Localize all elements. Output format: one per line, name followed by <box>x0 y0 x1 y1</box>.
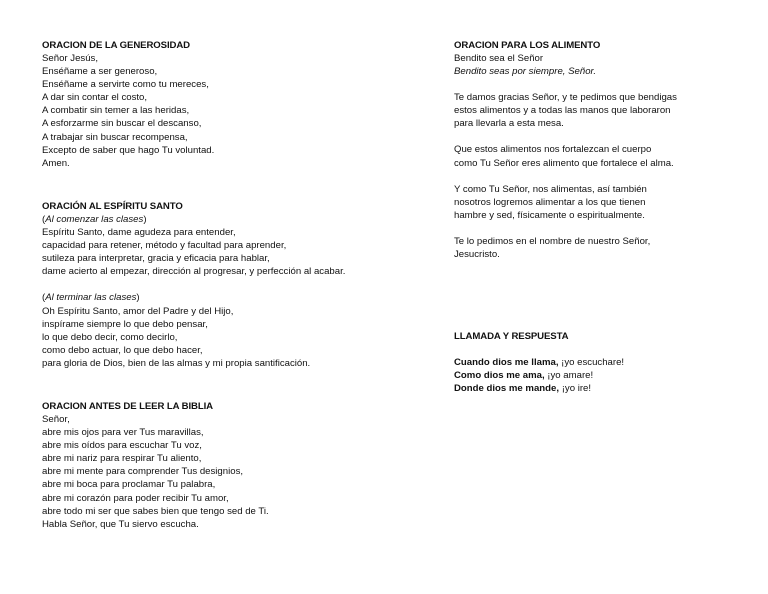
prayer-line: Excepto de saber que hago Tu voluntad. <box>42 144 215 156</box>
prayer-line: Amen. <box>42 157 70 169</box>
prayer-line: abre mis ojos para ver Tus maravillas, <box>42 427 204 439</box>
prayer-line: como Tu Señor eres alimento que fortalece el alma. <box>454 157 674 169</box>
prayer-line: abre mi nariz para respirar Tu aliento, <box>42 453 202 465</box>
prayer-line: Señor Jesús, <box>42 53 98 64</box>
call-response-row: Como dios me ama, ¡yo amare! <box>454 370 594 382</box>
prayer-espiritu-santo <box>42 200 345 370</box>
prayer-line: Enséñame a servirte como tu mereces, <box>42 79 209 91</box>
prayer-line: A esforzarme sin buscar el descanso, <box>42 118 202 130</box>
section-title: ORACION PARA LOS ALIMENTO <box>454 40 601 51</box>
prayer-line: hambre y sed, físicamente o espiritualmente. <box>454 209 645 221</box>
prayer-line: Oh Espíritu Santo, amor del Padre y del Hijo, <box>42 305 234 317</box>
prayer-line: Y como Tu Señor, nos alimentas, así también <box>454 183 647 195</box>
prayer-line: abre mi mente para comprender Tus designios, <box>42 466 244 478</box>
prayer-line: Bendito sea el Señor <box>454 53 544 64</box>
prayer-biblia <box>42 400 269 531</box>
prayer-line: inspírame siempre lo que debo pensar, <box>42 318 208 330</box>
prayer-line: Espíritu Santo, dame agudeza para entender, <box>42 227 236 239</box>
prayer-line: Que estos alimentos nos fortalezcan el cuerpo <box>454 144 652 156</box>
prayer-line: Señor, <box>42 414 70 425</box>
prayer-line: como debo actuar, lo que debo hacer, <box>42 344 203 356</box>
section-title: ORACION ANTES DE LEER LA BIBLIA <box>42 401 214 412</box>
prayer-line: nosotros logremos alimentar a los que tienen <box>454 196 646 208</box>
prayer-intro: (Al comenzar las clases) <box>42 214 147 225</box>
call-response-row: Cuando dios me llama, ¡yo escuchare! <box>454 357 625 368</box>
prayer-line: para gloria de Dios, bien de las almas y mi propia santificación. <box>42 357 311 369</box>
prayer-line: estos alimentos y a todas las manos que laboraron <box>454 105 671 117</box>
section-title: ORACION DE LA GENEROSIDAD <box>42 40 190 51</box>
prayer-line: A combatir sin temer a las heridas, <box>42 105 190 117</box>
prayer-line: abre todo mi ser que sabes bien que tengo sed de Ti. <box>42 505 269 517</box>
call-response-row: Donde dios me mande, ¡yo ire! <box>454 383 592 395</box>
prayer-response: Bendito seas por siempre, Señor. <box>454 66 597 78</box>
prayer-line: Enséñame a ser generoso, <box>42 66 158 78</box>
prayer-line: abre mi boca para proclamar Tu palabra, <box>42 479 216 491</box>
section-title: ORACIÓN AL ESPÍRITU SANTO <box>42 201 183 212</box>
prayer-line: Te lo pedimos en el nombre de nuestro Señor, <box>454 235 651 247</box>
prayer-outro: (Al terminar las clases) <box>42 292 140 304</box>
prayer-line: Jesucristo. <box>454 249 500 261</box>
prayer-line: dame acierto al empezar, dirección al progresar, y perfección al acabar. <box>42 266 346 278</box>
prayer-line: Habla Señor, que Tu siervo escucha. <box>42 518 199 530</box>
prayer-line: abre mi corazón para poder recibir Tu amor, <box>42 492 229 504</box>
prayer-line: capacidad para retener, método y facultad para aprender, <box>42 240 287 252</box>
prayer-line: A dar sin contar el costo, <box>42 92 148 104</box>
prayer-line: para llevarla a esta mesa. <box>454 118 564 130</box>
llamada-respuesta <box>454 330 624 395</box>
prayer-line: Te damos gracias Señor, y te pedimos que bendigas <box>454 92 677 104</box>
prayer-line: abre mis oídos para escuchar Tu voz, <box>42 440 202 452</box>
prayer-alimentos <box>454 39 677 261</box>
prayer-line: lo que debo decir, como decirlo, <box>42 331 178 343</box>
prayer-generosidad <box>42 39 214 170</box>
section-title: LLAMADA Y RESPUESTA <box>454 331 569 342</box>
prayer-line: sutileza para interpretar, gracia y eficacia para hablar, <box>42 253 270 265</box>
prayer-line: A trabajar sin buscar recompensa, <box>42 131 188 143</box>
